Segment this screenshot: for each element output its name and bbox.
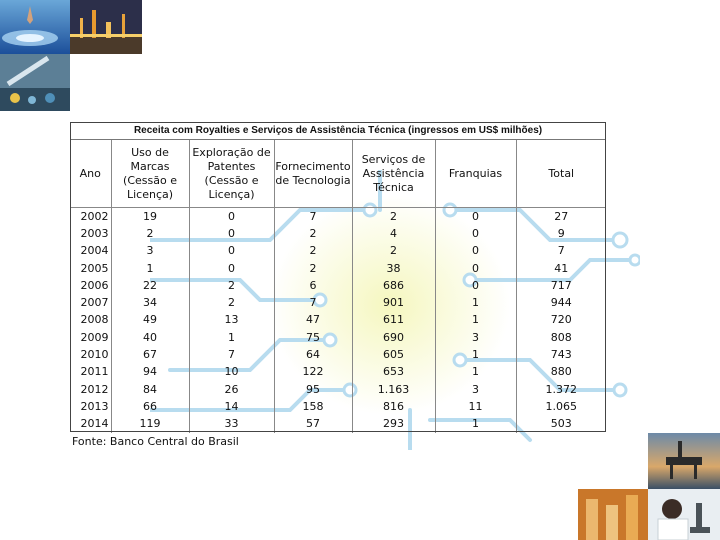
cell-year: 2004: [70, 243, 111, 260]
cell-total: 720: [550, 313, 572, 327]
cell-trademarks: 40: [111, 329, 189, 346]
cell-year: 2006: [70, 277, 111, 294]
table-row: [70, 277, 606, 294]
cell-patents: 13: [189, 312, 274, 329]
lab-glassware-photo: [578, 489, 648, 540]
header-row: [70, 140, 606, 208]
cell-year: 2010: [70, 346, 111, 363]
cell-technology-supply: 7: [274, 294, 352, 311]
cell-technical-assistance: 653: [352, 364, 435, 381]
cell-technology-supply: 122: [274, 364, 352, 381]
table-row: [70, 312, 606, 329]
cell-trademarks: 119: [111, 416, 189, 433]
table-row: [70, 416, 606, 433]
cell-franchises: 1: [435, 364, 516, 381]
cell-year: 2003: [70, 225, 111, 242]
cell-technology-supply: 7: [274, 208, 352, 226]
table-body: [70, 208, 606, 433]
cell-patents: 0: [189, 225, 274, 242]
cell-trademarks: 34: [111, 294, 189, 311]
cell-technical-assistance: 2: [352, 243, 435, 260]
cell-year: 2014: [70, 416, 111, 433]
cell-year: 2009: [70, 329, 111, 346]
table-row: [70, 243, 606, 260]
table-row: [70, 260, 606, 277]
table-row: [70, 381, 606, 398]
cell-technology-supply: 2: [274, 243, 352, 260]
cell-technology-supply: 6: [274, 277, 352, 294]
cell-franchises: 1: [435, 346, 516, 363]
scientist-microscope-photo: [648, 489, 720, 540]
cell-franchises: 0: [435, 243, 516, 260]
cell-year: 2008: [70, 312, 111, 329]
cell-trademarks: 2: [111, 225, 189, 242]
column-header-patents: Exploração de Patentes (Cessão e Licença): [189, 140, 274, 208]
refinery-night-photo: [70, 0, 142, 54]
cell-total: 1.065: [545, 399, 578, 413]
cell-technical-assistance: 2: [352, 208, 435, 226]
cell-franchises: 0: [435, 225, 516, 242]
cell-franchises: 0: [435, 208, 516, 226]
cell-technology-supply: 2: [274, 225, 352, 242]
cell-technology-supply: 75: [274, 329, 352, 346]
cell-technical-assistance: 901: [352, 294, 435, 311]
cell-total: 808: [550, 330, 572, 344]
cell-trademarks: 1: [111, 260, 189, 277]
royalties-table: [70, 122, 606, 433]
cell-franchises: 1: [435, 312, 516, 329]
cell-technical-assistance: 816: [352, 398, 435, 415]
cell-total: 880: [550, 365, 572, 379]
cell-year: 2012: [70, 381, 111, 398]
table-title: Receita com Royalties e Serviços de Assistência Técnica (ingressos em US$ milhões): [70, 122, 606, 140]
cell-trademarks: 22: [111, 277, 189, 294]
cell-franchises: 0: [435, 277, 516, 294]
column-header-franchises: Franquias: [435, 140, 516, 208]
table-row: [70, 329, 606, 346]
cell-technical-assistance: 293: [352, 416, 435, 433]
cell-year: 2013: [70, 398, 111, 415]
cell-technical-assistance: 605: [352, 346, 435, 363]
table-row: [70, 364, 606, 381]
cell-franchises: 3: [435, 381, 516, 398]
cell-patents: 1: [189, 329, 274, 346]
cell-trademarks: 66: [111, 398, 189, 415]
source-note: Fonte: Banco Central do Brasil: [72, 435, 239, 448]
cell-trademarks: 84: [111, 381, 189, 398]
cell-trademarks: 3: [111, 243, 189, 260]
cell-year: 2005: [70, 260, 111, 277]
table-row: [70, 294, 606, 311]
cell-year: 2007: [70, 294, 111, 311]
cell-total: 1.372: [545, 382, 578, 396]
cell-franchises: 1: [435, 416, 516, 433]
cell-total: 743: [550, 348, 572, 362]
cell-franchises: 11: [435, 398, 516, 415]
cell-technical-assistance: 38: [352, 260, 435, 277]
lab-pipette-photo: [0, 54, 70, 111]
column-header-technology-supply: Fornecimento de Tecnologia: [274, 140, 352, 208]
cell-technical-assistance: 686: [352, 277, 435, 294]
column-header-year: Ano: [70, 140, 111, 208]
column-header-trademarks: Uso de Marcas (Cessão e Licença): [111, 140, 189, 208]
oil-platform-photo: [648, 433, 720, 489]
cell-year: 2011: [70, 364, 111, 381]
cell-patents: 2: [189, 277, 274, 294]
cell-patents: 2: [189, 294, 274, 311]
cell-technical-assistance: 611: [352, 312, 435, 329]
cell-trademarks: 67: [111, 346, 189, 363]
cell-patents: 10: [189, 364, 274, 381]
column-header-technical-assistance: Serviços de Assistência Técnica: [352, 140, 435, 208]
cell-patents: 0: [189, 243, 274, 260]
cell-technology-supply: 47: [274, 312, 352, 329]
water-droplet-photo: [0, 0, 70, 54]
cell-patents: 26: [189, 381, 274, 398]
table-row: [70, 208, 606, 226]
cell-franchises: 3: [435, 329, 516, 346]
cell-total: 503: [550, 417, 572, 431]
cell-franchises: 1: [435, 294, 516, 311]
cell-patents: 33: [189, 416, 274, 433]
cell-trademarks: 94: [111, 364, 189, 381]
cell-patents: 14: [189, 398, 274, 415]
cell-technical-assistance: 4: [352, 225, 435, 242]
cell-technology-supply: 95: [274, 381, 352, 398]
cell-total: 41: [554, 261, 569, 275]
cell-total: 7: [557, 244, 565, 258]
table-row: [70, 398, 606, 415]
cell-patents: 0: [189, 208, 274, 226]
cell-technology-supply: 2: [274, 260, 352, 277]
column-header-total: Total: [516, 140, 606, 208]
cell-trademarks: 19: [111, 208, 189, 226]
cell-total: 9: [557, 226, 565, 240]
cell-total: 27: [554, 209, 569, 223]
cell-technical-assistance: 1.163: [352, 381, 435, 398]
cell-patents: 0: [189, 260, 274, 277]
table-row: [70, 225, 606, 242]
table-row: [70, 346, 606, 363]
cell-patents: 7: [189, 346, 274, 363]
cell-technical-assistance: 690: [352, 329, 435, 346]
cell-year: 2002: [70, 208, 111, 226]
cell-technology-supply: 57: [274, 416, 352, 433]
cell-trademarks: 49: [111, 312, 189, 329]
cell-total: 717: [550, 278, 572, 292]
cell-total: 944: [550, 296, 572, 310]
cell-technology-supply: 158: [274, 398, 352, 415]
cell-franchises: 0: [435, 260, 516, 277]
cell-technology-supply: 64: [274, 346, 352, 363]
